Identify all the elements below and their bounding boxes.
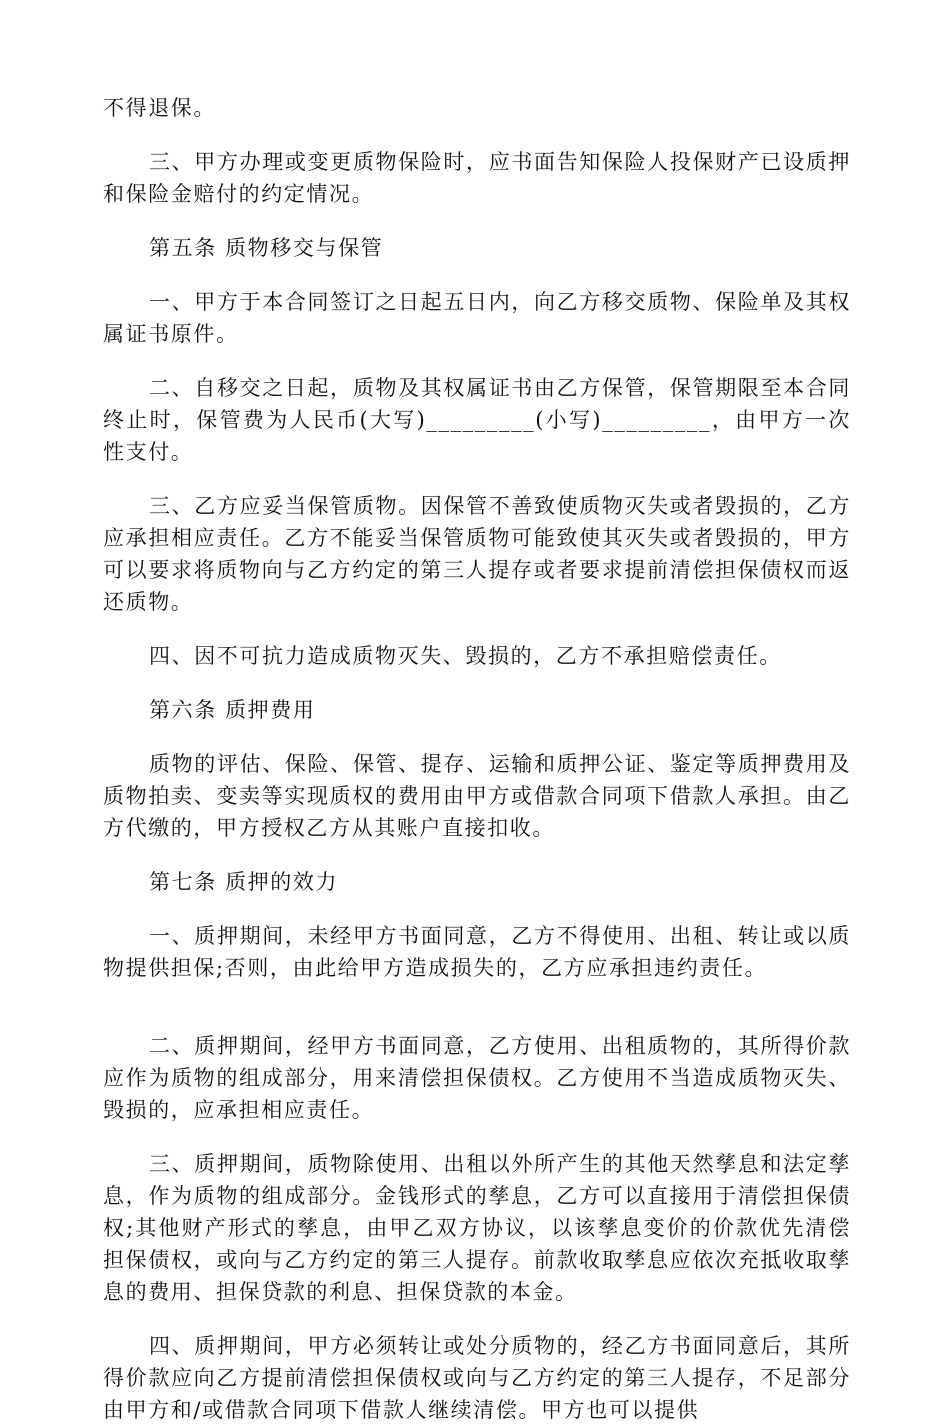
- paragraph-12: 二、质押期间，经甲方书面同意，乙方使用、出租质物的，其所得价款应作为质物的组成部分，用来清偿担保债权。乙方使用不当造成质物灭失、毁损的，应承担相应责任。: [103, 1034, 851, 1122]
- paragraph-5: 二、自移交之日起，质物及其权属证书由乙方保管，保管期限至本合同终止时，保管费为人民币(大写)_________(小写)_________，由甲方一次性支付。: [103, 376, 851, 464]
- paragraph-14: 四、质押期间，甲方必须转让或处分质物的，经乙方书面同意后，其所得价款应向乙方提前清偿担保债权或向与乙方约定的第三人提存，不足部分由甲方和/或借款合同项下借款人继续清偿。甲方也可以提供: [103, 1334, 851, 1422]
- paragraph-4: 一、甲方于本合同签订之日起五日内，向乙方移交质物、保险单及其权属证书原件。: [103, 290, 851, 346]
- paragraph-13: 三、质押期间，质物除使用、出租以外所产生的其他天然孳息和法定孳息，作为质物的组成部分。金钱形式的孳息，乙方可以直接用于清偿担保债权;其他财产形式的孳息，由甲乙双方协议，以该孳息变价的价款优先清偿担保债权，或向与乙方约定的第三人提存。前款收取孳息应依次充抵收取孳息的费用、担保贷款的利息、担保贷款的本金。: [103, 1152, 851, 1304]
- paragraph-2: 三、甲方办理或变更质物保险时，应书面告知保险人投保财产已设质押和保险金赔付的约定情况。: [103, 150, 851, 206]
- paragraph-7: 四、因不可抗力造成质物灭失、毁损的，乙方不承担赔偿责任。: [149, 644, 782, 668]
- paragraph-11: 一、质押期间，未经甲方书面同意，乙方不得使用、出租、转让或以质物提供担保;否则，由此给甲方造成损失的，乙方应承担违约责任。: [103, 924, 851, 980]
- section-heading-6: 第六条 质押费用: [149, 698, 316, 722]
- paragraph-1: 不得退保。: [103, 96, 216, 120]
- paragraph-6: 三、乙方应妥当保管质物。因保管不善致使质物灭失或者毁损的，乙方应承担相应责任。乙方不能妥当保管质物可能致使其灭失或者毁损的，甲方可以要求将质物向与乙方约定的第三人提存或者要求提前清偿担保债权而返还质物。: [103, 494, 851, 614]
- section-heading-7: 第七条 质押的效力: [149, 870, 339, 894]
- section-heading-5: 第五条 质物移交与保管: [149, 236, 384, 260]
- paragraph-9: 质物的评估、保险、保管、提存、运输和质押公证、鉴定等质押费用及质物拍卖、变卖等实现质权的费用由甲方或借款合同项下借款人承担。由乙方代缴的，甲方授权乙方从其账户直接扣收。: [103, 752, 851, 840]
- document-page: [103, 92, 851, 1426]
